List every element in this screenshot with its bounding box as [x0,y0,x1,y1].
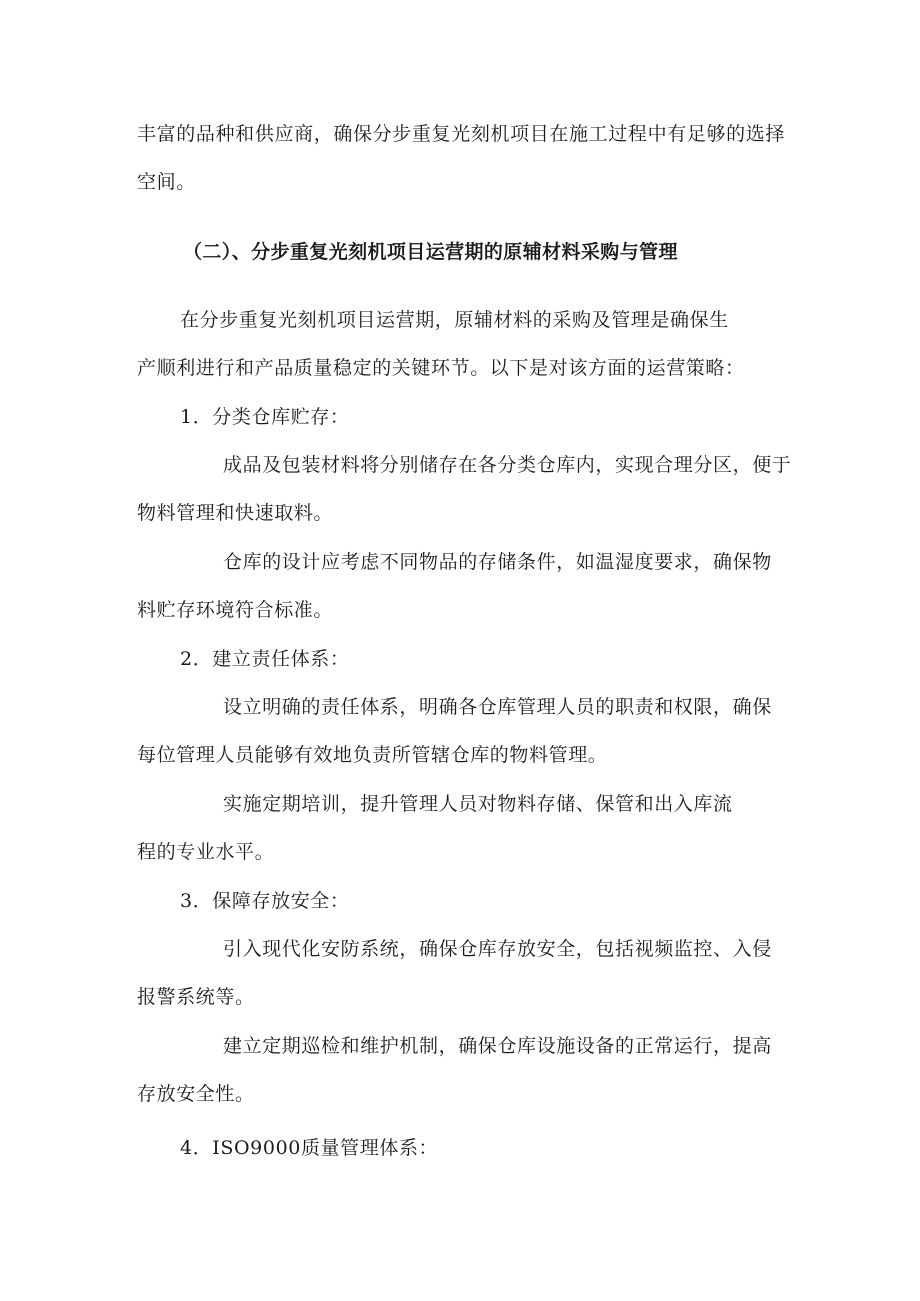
paragraph-line: 建立定期巡检和维护机制，确保仓库设施设备的正常运行，提高 [223,1035,772,1057]
paragraph-line: 产顺利进行和产品质量稳定的关键环节。以下是对该方面的运营策略： [137,357,745,379]
paragraph-line: 设立明确的责任体系，明确各仓库管理人员的职责和权限，确保 [223,696,772,718]
paragraph-line: 存放安全性。 [137,1083,255,1105]
paragraph-line: 丰富的品种和供应商，确保分步重复光刻机项目在施工过程中有足够的选择 [137,123,785,145]
list-item-title: 2．建立责任体系： [180,648,350,670]
list-item-title: 3．保障存放安全： [180,890,350,912]
paragraph-line: 实施定期培训，提升管理人员对物料存储、保管和出入库流 [223,793,733,815]
list-item-title: 1．分类仓库贮存： [180,406,350,428]
paragraph-line: 成品及包装材料将分别储存在各分类仓库内，实现合理分区，便于 [223,454,792,476]
paragraph-line: 仓库的设计应考虑不同物品的存储条件，如温湿度要求，确保物 [223,551,772,573]
list-item-title: 4．ISO9000质量管理体系： [180,1137,439,1159]
paragraph-line: 在分步重复光刻机项目运营期，原辅材料的采购及管理是确保生 [180,309,729,331]
paragraph-line: 引入现代化安防系统，确保仓库存放安全，包括视频监控、入侵 [223,938,772,960]
paragraph-line: 程的专业水平。 [137,841,275,863]
paragraph-line: 每位管理人员能够有效地负责所管辖仓库的物料管理。 [137,744,608,766]
paragraph-line: 物料管理和快速取料。 [137,502,334,524]
paragraph-line: 报警系统等。 [137,986,255,1008]
paragraph-line: 空间。 [137,171,196,193]
section-heading: （二）、分步重复光刻机项目运营期的原辅材料采购与管理 [183,241,678,263]
paragraph-line: 料贮存环境符合标准。 [137,599,334,621]
